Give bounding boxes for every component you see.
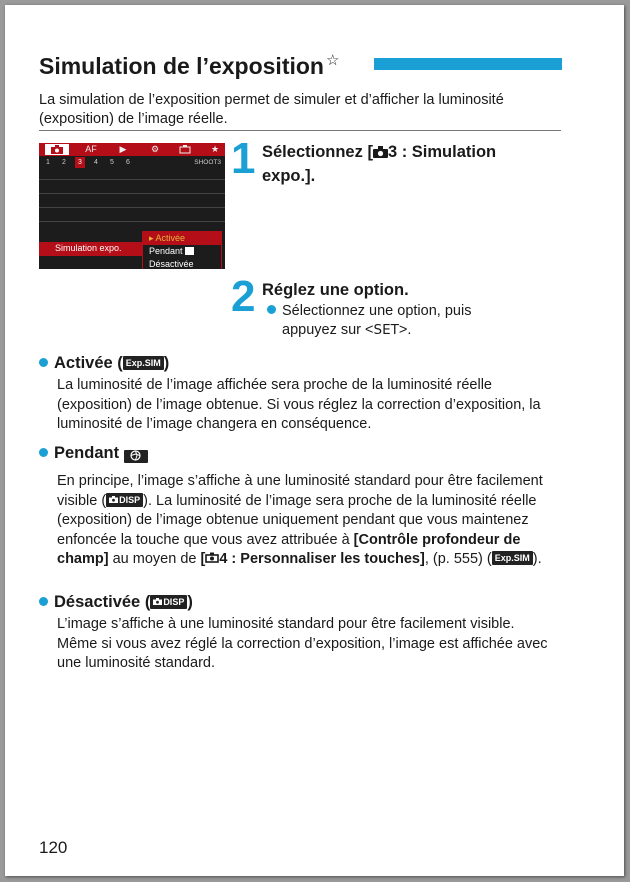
step-2-heading: Réglez une option. <box>262 281 409 299</box>
intro-paragraph: La simulation de l’exposition permet de simuler et d’afficher la luminosité (exposition) de l’image réelle. <box>39 92 504 127</box>
disp-badge: DISP <box>106 493 143 507</box>
menu-page: 4 <box>94 159 98 166</box>
step-1-text: Sélectionnez [ 3 : Simulation expo.]. <box>262 143 497 185</box>
menu-shoot-label: SHOOT3 <box>194 159 221 166</box>
menu-page-row <box>39 157 225 168</box>
menu-options-popup <box>142 231 222 269</box>
option-pendant-body: En principe, l’image s’affiche à une luminosité standard pour être facilement visible ( DISP ). La luminosité de l’image sera proche de la luminosité réelle (exposition) de l’image obtenue uniquement pendant que vous maintenez enfoncée la touche que vous avez attribuée à [Contrôle profondeur de champ] au moyen de [ 4 : Personnaliser les touches], (p. 555) ( Exp.SIM ). <box>57 473 543 567</box>
custom-camera-icon <box>205 552 219 564</box>
bullet-dot <box>39 448 48 457</box>
menu-page: 2 <box>62 159 66 166</box>
step-2-bullet: Sélectionnez une option, puis appuyez sur <SET>. <box>267 302 471 340</box>
menu-line <box>39 207 225 208</box>
menu-tab-setup: ⚙ <box>150 144 160 154</box>
menu-tab-play: ▶ <box>119 144 127 154</box>
camera-tab-icon <box>45 144 69 155</box>
menu-line <box>39 221 225 222</box>
option-pendant-heading: Pendant <box>39 443 148 463</box>
menu-page-active: 3 <box>75 157 85 168</box>
page-number: 120 <box>39 838 68 857</box>
menu-item-label: Simulation expo. <box>55 243 122 253</box>
option-activee-heading: Activée ( Exp.SIM ) <box>39 353 169 373</box>
option-activee-body: La luminosité de l’image affichée sera proche de la luminosité réelle (exposition) de l’image obtenue. Si vous réglez la correction d’exposition, la luminosité de l’image changera en conséquence. <box>57 377 541 432</box>
bullet-dot <box>39 358 48 367</box>
manual-page <box>5 5 624 876</box>
page-title-text: Simulation de l’exposition <box>39 53 324 79</box>
aperture-icon <box>124 450 148 463</box>
menu-page: 5 <box>110 159 114 166</box>
menu-line <box>39 193 225 194</box>
camera-icon <box>373 146 388 158</box>
divider <box>39 130 561 131</box>
menu-option-desactivee: Désactivée <box>149 259 194 269</box>
option-desactivee-body: L’image s’affiche à une luminosité standard pour être facilement visible. Même si vous avez réglé la correction d’exposition, l’image est affichée avec une luminosité standard. <box>57 616 548 671</box>
expsim-badge: Exp.SIM <box>123 356 164 370</box>
option-desactivee-heading: Désactivée ( DISP ) <box>39 592 193 612</box>
step-1-number: 1 <box>231 134 254 183</box>
menu-option-pendant: Pendant <box>149 246 194 256</box>
menu-page: 6 <box>126 159 130 166</box>
step-2-number: 2 <box>231 272 254 321</box>
menu-page: 1 <box>46 159 50 166</box>
page-title <box>39 53 339 80</box>
expsim-badge: Exp.SIM <box>492 551 533 565</box>
menu-option-activee: ▸ Activée <box>149 233 186 243</box>
star-icon: ☆ <box>325 52 340 69</box>
menu-line <box>39 179 225 180</box>
bullet-dot <box>267 305 276 314</box>
set-button-label: SET <box>373 322 399 338</box>
menu-tab-mymenu: ★ <box>210 144 220 154</box>
title-accent-bar <box>374 58 562 70</box>
camera-menu-screenshot <box>39 143 225 269</box>
menu-tab-af: AF <box>85 144 97 154</box>
bullet-dot <box>39 597 48 606</box>
menu-tab-custom-icon <box>173 144 197 155</box>
disp-badge: DISP <box>150 595 187 609</box>
menu-tab-bar <box>39 143 225 156</box>
